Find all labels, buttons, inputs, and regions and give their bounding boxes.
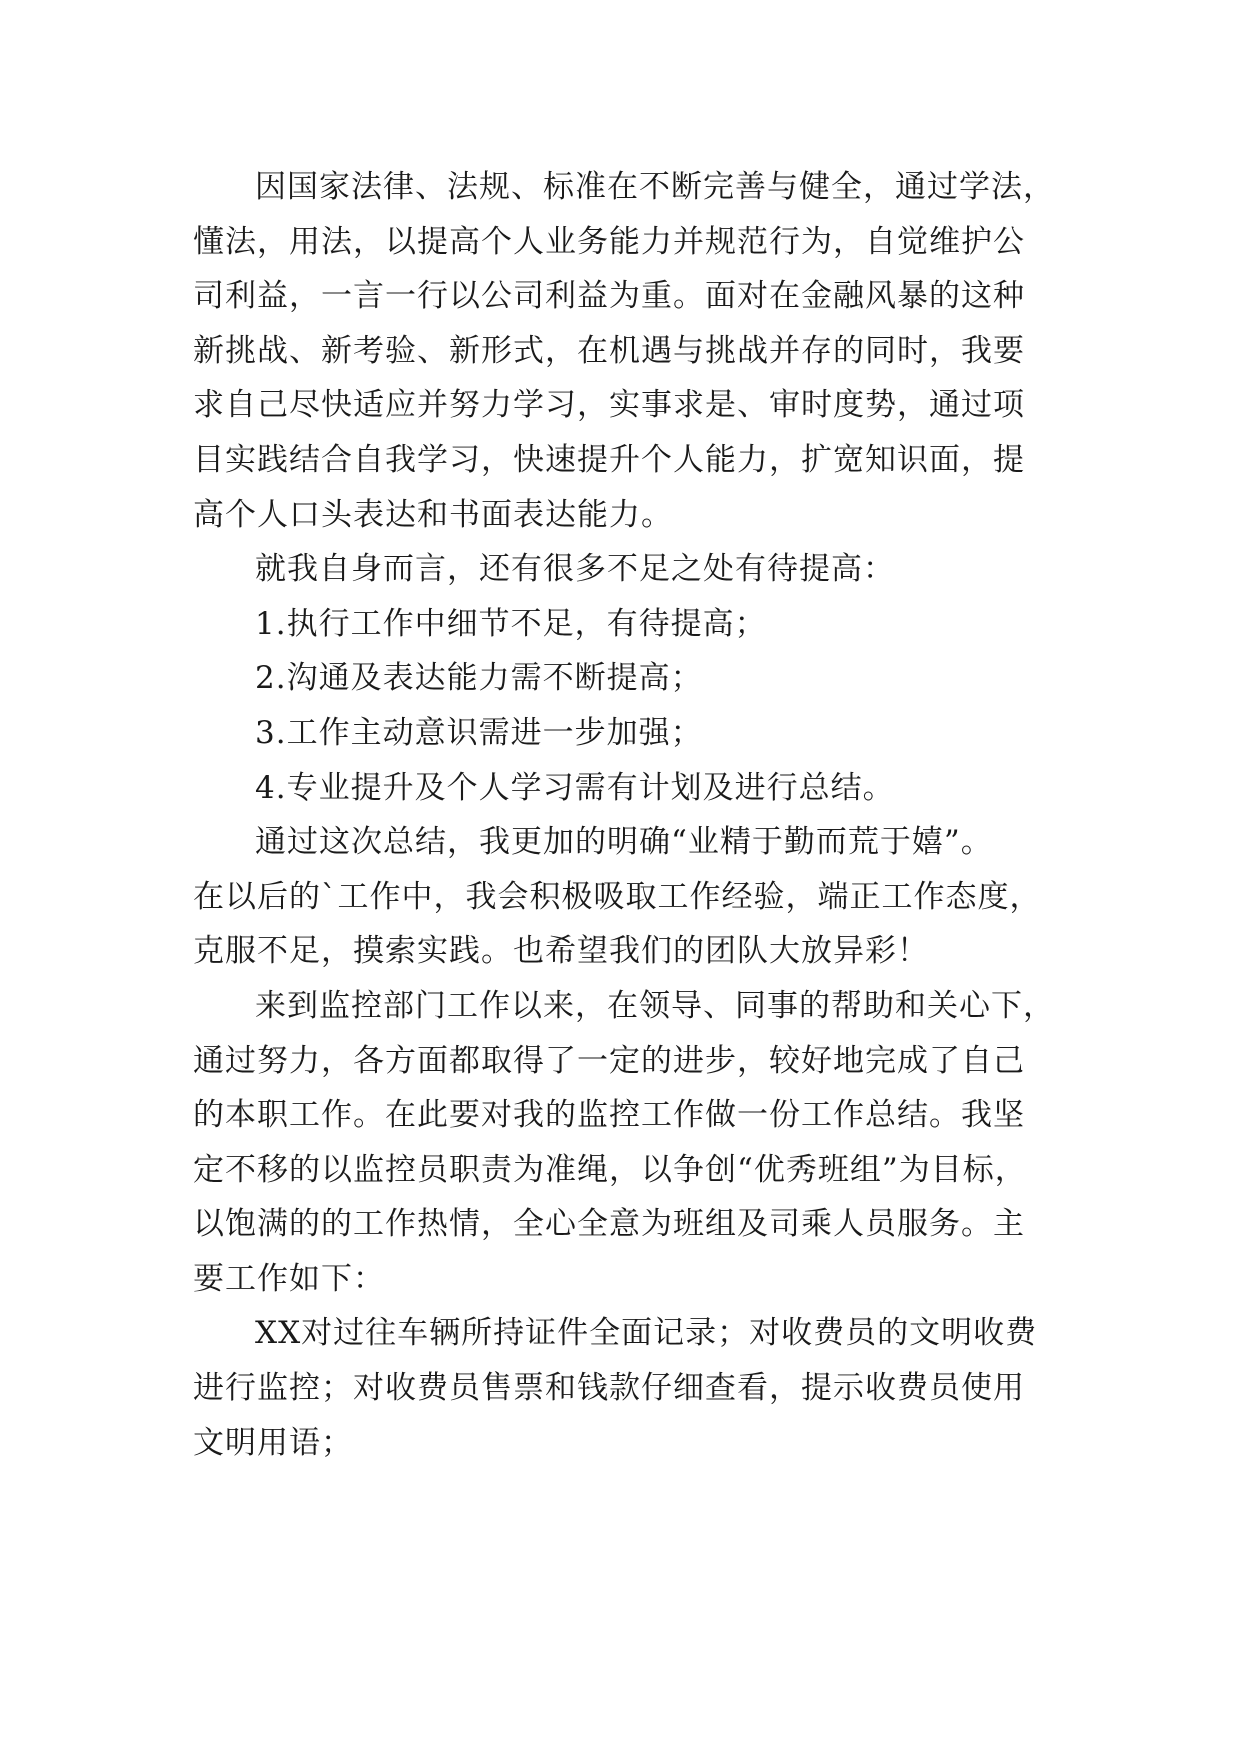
- text-line: 目实践结合自我学习，快速提升个人能力，扩宽知识面，提: [193, 441, 1025, 478]
- paragraph-legal-learning: [193, 160, 1053, 542]
- text-line: 因国家法律、法规、标准在不断完善与健全，通过学法，: [255, 169, 1055, 205]
- text-line: 3.工作主动意识需进一步加强；: [255, 714, 703, 751]
- text-line: 4.专业提升及个人学习需有计划及进行总结。: [255, 769, 895, 806]
- text-line: 1.执行工作中细节不足，有待提高；: [255, 605, 767, 642]
- text-line: 的本职工作。在此要对我的监控工作做一份工作总结。我坚: [193, 1097, 1025, 1134]
- text-line: 求自己尽快适应并努力学习，实事求是、审时度势，通过项: [193, 387, 1025, 424]
- text-line: 以饱满的的工作热情，全心全意为班组及司乘人员服务。主: [193, 1206, 1025, 1243]
- text-line: 克服不足，摸索实践。也希望我们的团队大放异彩！: [193, 933, 929, 970]
- list-item-2: [193, 651, 1053, 706]
- text-line: 定不移的以监控员职责为准绳，以争创“优秀班组”为目标，: [193, 1151, 1027, 1188]
- text-line: 2.沟通及表达能力需不断提高；: [255, 660, 703, 697]
- list-item-1: [193, 597, 1053, 652]
- text-line: 通过努力，各方面都取得了一定的进步，较好地完成了自己: [193, 1042, 1025, 1079]
- paragraph-shortcomings-intro: [193, 542, 1053, 597]
- text-line: 要工作如下：: [193, 1260, 385, 1297]
- text-line: 文明用语；: [193, 1424, 353, 1461]
- document-body: [193, 160, 1053, 1470]
- text-line: 通过这次总结，我更加的明确“业精于勤而荒于嬉”。: [255, 824, 993, 861]
- text-line: 在以后的`工作中，我会积极吸取工作经验，端正工作态度，: [193, 878, 1042, 915]
- paragraph-summary: [193, 815, 1053, 979]
- paragraph-main-duties: [193, 1306, 1053, 1470]
- text-line: 进行监控；对收费员售票和钱款仔细查看，提示收费员使用: [193, 1370, 1025, 1407]
- text-line: 司利益，一言一行以公司利益为重。面对在金融风暴的这种: [193, 278, 1025, 315]
- text-line: 来到监控部门工作以来，在领导、同事的帮助和关心下，: [255, 987, 1055, 1024]
- text-line: 懂法，用法，以提高个人业务能力并规范行为，自觉维护公: [193, 223, 1025, 260]
- text-line: 就我自身而言，还有很多不足之处有待提高：: [255, 551, 895, 588]
- text-line: 新挑战、新考验、新形式，在机遇与挑战并存的同时，我要: [193, 332, 1025, 369]
- list-item-4: [193, 761, 1053, 816]
- list-item-3: [193, 706, 1053, 761]
- text-line: 高个人口头表达和书面表达能力。: [193, 496, 673, 533]
- paragraph-monitoring-work: [193, 979, 1053, 1307]
- text-line: XX对过往车辆所持证件全面记录；对收费员的文明收费: [255, 1315, 1038, 1352]
